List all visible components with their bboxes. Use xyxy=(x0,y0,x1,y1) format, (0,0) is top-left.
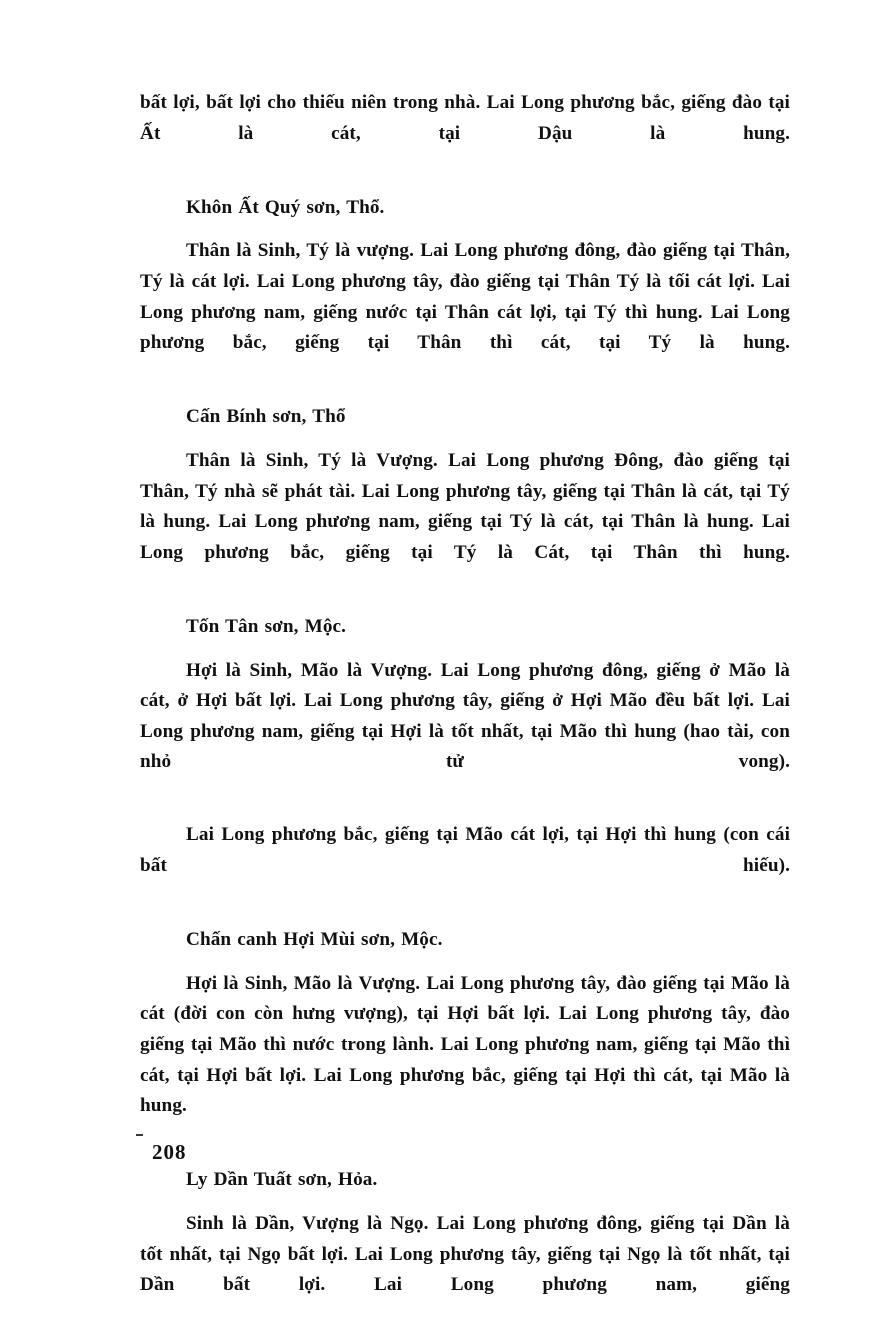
section-heading-ton-tan-son: Tốn Tân sơn, Mộc. xyxy=(186,615,347,637)
paragraph-chan-canh-hoi-mui-son: Hợi là Sinh, Mão là Vượng. Lai Long phương tây, đào giếng tại Mão là cát (đời con còn hưng vượng), tại Hợi bất lợi. Lai Long phương tây, đào giếng tại Mão thì nước trong lành. Lai Long phương nam, giếng tại Mão thì cát, tại Hợi bất lợi. Lai Long phương bắc, giếng tại Hợi thì cát, tại Mão là hung. xyxy=(140,972,790,1117)
paragraph-can-binh-son: Thân là Sinh, Tý là Vượng. Lai Long phương Đông, đào giếng tại Thân, Tý nhà sẽ phát tài. Lai Long phương tây, giếng tại Thân là cát, tại Tý là hung. Lai Long phương nam, giếng tại Tý là cát, tại Thân là hung. Lai Long phương bắc, giếng tại Tý là Cát, tại Thân thì hung. xyxy=(140,449,790,563)
page-text-block xyxy=(140,88,790,1331)
section-heading-khon-at-quy-son: Khôn Ất Quý sơn, Thổ. xyxy=(186,196,385,218)
page-number: 208 xyxy=(152,1140,187,1164)
paragraph-khon-at-quy-son: Thân là Sinh, Tý là vượng. Lai Long phương đông, đào giếng tại Thân, Tý là cát lợi. Lai Long phương tây, đào giếng tại Thân Tý là tối cát lợi. Lai Long phương nam, giếng nước tại Thân cát lợi, tại Tý thì hung. Lai Long phương bắc, giếng tại Thân thì cát, tại Tý là hung. xyxy=(140,240,790,354)
paragraph-lai-long-phuong-bac: Lai Long phương bắc, giếng tại Mão cát lợi, tại Hợi thì hung (con cái bất hiếu). xyxy=(140,824,790,877)
scan-artifact-dash xyxy=(136,1134,143,1136)
section-heading-chan-canh-hoi-mui-son: Chấn canh Hợi Mùi sơn, Mộc. xyxy=(186,929,443,951)
section-heading-can-binh-son: Cấn Bính sơn, Thổ xyxy=(186,406,346,428)
paragraph-ton-tan-son: Hợi là Sinh, Mão là Vượng. Lai Long phương đông, giếng ở Mão là cát, ở Hợi bất lợi. Lai Long phương tây, giếng ở Hợi Mão đều bất lợi. Lai Long phương nam, giếng tại Hợi là tốt nhất, tại Mão thì hung (hao tài, con nhỏ tử vong). xyxy=(140,659,790,773)
section-heading-ly-dan-tuat-son: Ly Dần Tuất sơn, Hỏa. xyxy=(186,1169,378,1191)
paragraph-ly-dan-tuat-son: Sinh là Dần, Vượng là Ngọ. Lai Long phương đông, giếng tại Dần là tốt nhất, tại Ngọ bất lợi. Lai Long phương tây, giếng tại Ngọ là tốt nhất, tại Dần bất lợi. Lai Long phương nam, giếng xyxy=(140,1213,790,1296)
paragraph-continued-from-previous-page: bất lợi, bất lợi cho thiếu niên trong nhà. Lai Long phương bắc, giếng đào tại Ất là cát, tại Dậu là hung. xyxy=(140,92,790,144)
paragraph-spacer xyxy=(140,808,790,820)
